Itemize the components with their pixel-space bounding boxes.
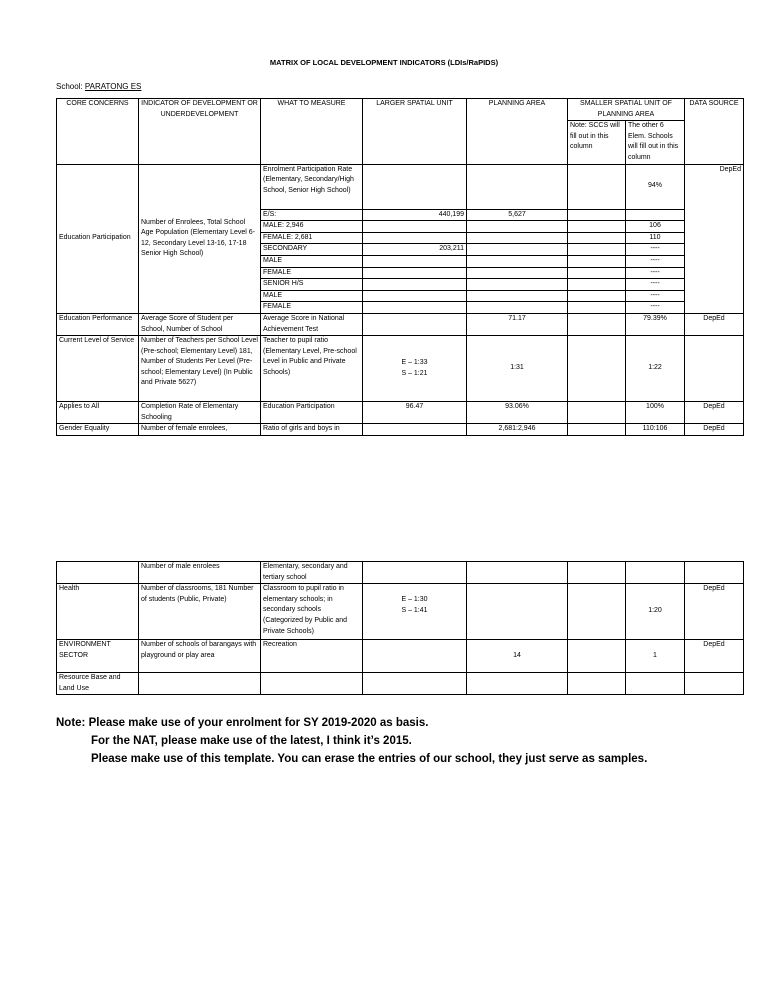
other-schools-cell xyxy=(626,562,685,584)
larger-cell xyxy=(363,255,467,267)
other-schools-cell: 106 xyxy=(626,221,685,233)
measure-gender-continued: Elementary, secondary and tertiary school xyxy=(261,562,363,584)
planning-cell: 5,627 xyxy=(467,209,568,221)
core-gender-equality: Gender Equality xyxy=(57,424,139,436)
measure-gender-equality: Ratio of girls and boys in xyxy=(261,424,363,436)
core-resource-base: Resource Base and Land Use xyxy=(57,673,139,695)
planning-cell xyxy=(467,673,568,695)
header-core-concerns: CORE CONCERNS xyxy=(57,99,139,165)
measure-cell: FEMALE xyxy=(261,302,363,314)
larger-education-performance xyxy=(363,313,467,335)
header-data-source: DATA SOURCE xyxy=(685,99,744,165)
source-cell xyxy=(685,673,744,695)
header-smaller-spatial-unit: SMALLER SPATIAL UNIT OF PLANNING AREA xyxy=(568,99,685,121)
planning-cell xyxy=(467,279,568,291)
larger-environment xyxy=(363,640,467,673)
larger-cell xyxy=(363,164,467,209)
indicators-table-continued xyxy=(56,561,744,695)
other-schools-cell: ---- xyxy=(626,255,685,267)
larger-applies-to-all: 96.47 xyxy=(363,402,467,424)
measure-current-level: Teacher to pupil ratio (Elementary Level, Pre-school Level in Public and Private Schools) xyxy=(261,336,363,402)
measure-environment: Recreation xyxy=(261,640,363,673)
sccs-cell xyxy=(568,267,626,279)
core-current-level: Current Level of Service xyxy=(57,336,139,402)
source-cell xyxy=(685,562,744,584)
core-applies-to-all: Applies to All xyxy=(57,402,139,424)
school-name: PARATONG ES xyxy=(84,82,142,91)
school-line xyxy=(56,82,141,91)
source-education-performance: DepEd xyxy=(685,313,744,335)
sccs-cell xyxy=(568,164,626,209)
indicator-applies-to-all: Completion Rate of Elementary Schooling xyxy=(139,402,261,424)
larger-current-level xyxy=(363,336,467,402)
sccs-cell xyxy=(568,402,626,424)
larger-cell xyxy=(363,290,467,302)
core-environment: ENVIRONMENT SECTOR xyxy=(57,640,139,673)
planning-gender-equality: 2,681:2,946 xyxy=(467,424,568,436)
planning-health xyxy=(467,584,568,640)
sccs-cell xyxy=(568,221,626,233)
larger-cell: 203,211 xyxy=(363,244,467,256)
source-education-participation: DepEd xyxy=(685,164,744,313)
core-education-participation: Education Participation xyxy=(57,164,139,313)
other-environment: 1 xyxy=(626,640,685,673)
other-schools-cell: 94% xyxy=(626,164,685,209)
planning-current-level: 1:31 xyxy=(467,336,568,402)
sccs-cell xyxy=(568,584,626,640)
indicators-table xyxy=(56,98,744,436)
planning-cell xyxy=(467,232,568,244)
measure-cell xyxy=(261,673,363,695)
other-schools-cell: ---- xyxy=(626,279,685,291)
larger-health xyxy=(363,584,467,640)
sccs-cell xyxy=(568,279,626,291)
larger-current-level-s: S – 1:21 xyxy=(401,369,428,377)
other-current-level: 1:22 xyxy=(626,336,685,402)
planning-cell xyxy=(467,244,568,256)
larger-gender-equality xyxy=(363,424,467,436)
sccs-cell xyxy=(568,562,626,584)
other-schools-cell: 110 xyxy=(626,232,685,244)
indicator-current-level: Number of Teachers per School Level (Pre-school; Elementary Level) 181, Number of Students Per Level (Pre-school; Elementary Level) (In Public and Private 5627) xyxy=(139,336,261,402)
larger-cell xyxy=(363,279,467,291)
other-gender-equality: 110:106 xyxy=(626,424,685,436)
document-title: MATRIX OF LOCAL DEVELOPMENT INDICATORS (LDIs/RaPIDS) xyxy=(269,58,499,67)
header-note-sccs: Note: SCCS will fill out in this column xyxy=(568,121,626,164)
sccs-cell xyxy=(568,209,626,221)
header-larger-spatial-unit: LARGER SPATIAL UNIT xyxy=(363,99,467,165)
note-line-3: Please make use of this template. You can erase the entries of our school, they just serve as samples. xyxy=(91,753,648,765)
planning-cell xyxy=(467,290,568,302)
source-applies-to-all: DepEd xyxy=(685,402,744,424)
planning-environment: 14 xyxy=(467,640,568,673)
sccs-cell xyxy=(568,255,626,267)
larger-cell: 440,199 xyxy=(363,209,467,221)
other-applies-to-all: 100% xyxy=(626,402,685,424)
other-schools-cell: ---- xyxy=(626,267,685,279)
measure-cell: SECONDARY xyxy=(261,244,363,256)
planning-cell xyxy=(467,267,568,279)
larger-health-s: S – 1:41 xyxy=(401,606,428,614)
other-schools-cell xyxy=(626,673,685,695)
sccs-cell xyxy=(568,290,626,302)
indicator-cell xyxy=(139,673,261,695)
sccs-cell xyxy=(568,244,626,256)
core-health: Health xyxy=(57,584,139,640)
sccs-cell xyxy=(568,424,626,436)
note-line-2: For the NAT, please make use of the latest, I think it’s 2015. xyxy=(91,735,412,747)
other-schools-cell: ---- xyxy=(626,290,685,302)
measure-cell: FEMALE xyxy=(261,267,363,279)
sccs-cell xyxy=(568,302,626,314)
larger-cell xyxy=(363,673,467,695)
source-current-level xyxy=(685,336,744,402)
measure-education-performance: Average Score in National Achievement Test xyxy=(261,313,363,335)
note-line-1: Note: Please make use of your enrolment for SY 2019-2020 as basis. xyxy=(56,717,429,729)
measure-cell: E/S: xyxy=(261,209,363,221)
larger-cell xyxy=(363,302,467,314)
indicator-health: Number of classrooms, 181 Number of students (Public, Private) xyxy=(139,584,261,640)
measure-cell: MALE xyxy=(261,290,363,302)
larger-health-e: E – 1:30 xyxy=(401,596,428,604)
other-education-performance: 79.39% xyxy=(626,313,685,335)
planning-cell xyxy=(467,562,568,584)
core-education-performance: Education Performance xyxy=(57,313,139,335)
planning-cell xyxy=(467,221,568,233)
other-schools-cell: ---- xyxy=(626,244,685,256)
sccs-cell xyxy=(568,640,626,673)
larger-cell xyxy=(363,562,467,584)
header-what-to-measure: WHAT TO MEASURE xyxy=(261,99,363,165)
sccs-cell xyxy=(568,336,626,402)
larger-cell xyxy=(363,232,467,244)
source-environment: DepEd xyxy=(685,640,744,673)
indicator-education-performance: Average Score of Student per School, Number of School xyxy=(139,313,261,335)
other-health: 1:20 xyxy=(626,584,685,640)
sccs-cell xyxy=(568,313,626,335)
sccs-cell xyxy=(568,232,626,244)
larger-current-level-e: E – 1:33 xyxy=(401,359,428,366)
core-gender-continued xyxy=(57,562,139,584)
measure-health: Classroom to pupil ratio in elementary schools; in secondary schools (Categorized by Public and Private Schools) xyxy=(261,584,363,640)
header-note-other-schools: The other 6 Elem. Schools will fill out in this column xyxy=(626,121,685,164)
measure-cell: FEMALE: 2,681 xyxy=(261,232,363,244)
other-schools-cell: ---- xyxy=(626,302,685,314)
indicator-gender-continued: Number of male enrolees xyxy=(139,562,261,584)
measure-applies-to-all: Education Participation xyxy=(261,402,363,424)
other-schools-cell xyxy=(626,209,685,221)
planning-cell xyxy=(467,255,568,267)
source-health: DepEd xyxy=(685,584,744,640)
larger-cell xyxy=(363,221,467,233)
header-indicator: INDICATOR OF DEVELOPMENT OR UNDERDEVELOPMENT xyxy=(139,99,261,165)
sccs-cell xyxy=(568,673,626,695)
planning-cell xyxy=(467,164,568,209)
measure-cell: Enrolment Participation Rate (Elementary, Secondary/High School, Senior High School) xyxy=(261,164,363,209)
school-label: School: xyxy=(56,82,83,91)
planning-cell xyxy=(467,302,568,314)
header-planning-area: PLANNING AREA xyxy=(467,99,568,165)
larger-cell xyxy=(363,267,467,279)
indicator-environment: Number of schools of barangays with playground or play area xyxy=(139,640,261,673)
measure-cell: SENIOR H/S xyxy=(261,279,363,291)
planning-applies-to-all: 93.06% xyxy=(467,402,568,424)
measure-cell: MALE: 2,946 xyxy=(261,221,363,233)
measure-cell: MALE xyxy=(261,255,363,267)
indicator-education-participation: Number of Enrolees, Total School Age Population (Elementary Level 6-12, Secondary Level 13-16, 17-18 Senior High School) xyxy=(139,164,261,313)
source-gender-equality: DepEd xyxy=(685,424,744,436)
planning-education-performance: 71.17 xyxy=(467,313,568,335)
indicator-gender-equality: Number of female enrolees, xyxy=(139,424,261,436)
instructions-note xyxy=(56,714,647,768)
